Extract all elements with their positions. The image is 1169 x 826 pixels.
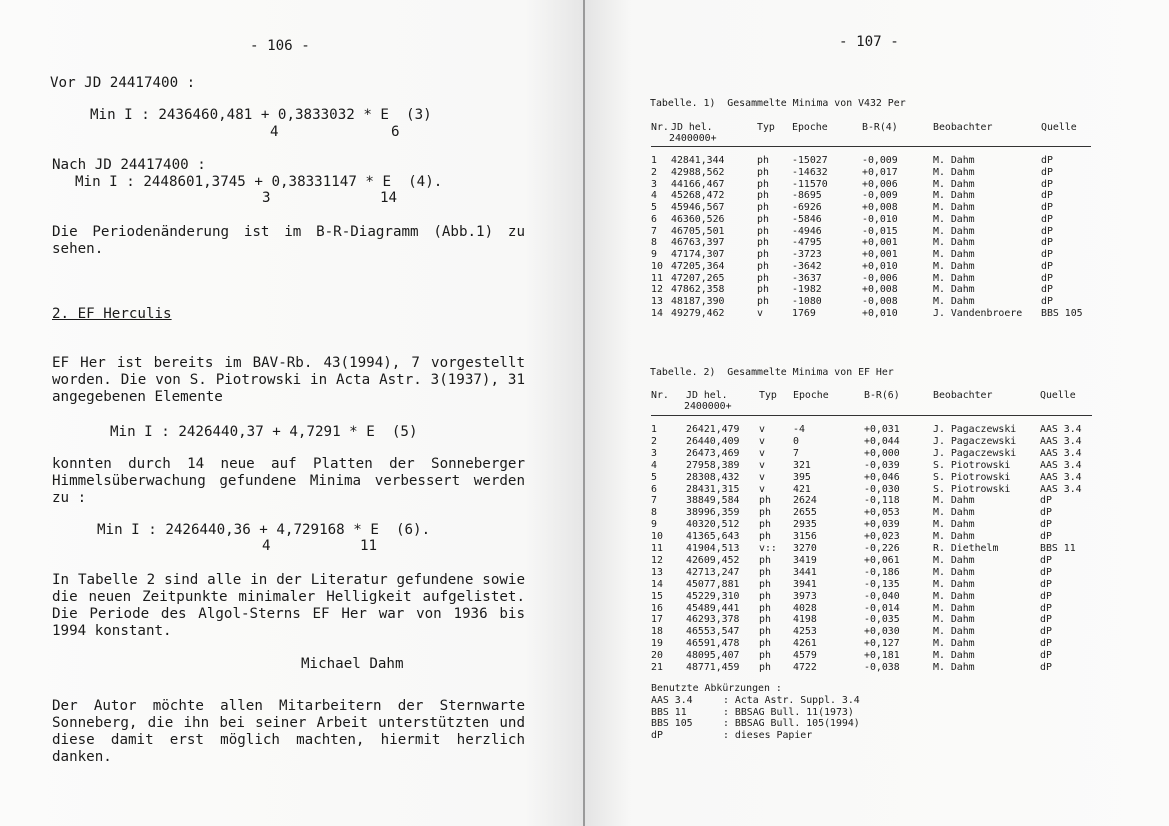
- cell-source: dP: [1041, 284, 1053, 296]
- cell-observer: M. Dahm: [933, 554, 975, 566]
- header-br: B-R(6): [864, 390, 900, 401]
- cell-source: AAS 3.4: [1040, 483, 1082, 495]
- cell-source: BBS 11: [1040, 543, 1076, 554]
- header-rule: [651, 146, 1091, 147]
- intro-before: Vor JD 24417400 :: [50, 75, 196, 91]
- cell-nr: 5: [651, 471, 657, 483]
- cell-jd: 47207,265: [671, 272, 725, 284]
- cell-typ: ph: [757, 272, 769, 284]
- cell-nr: 19: [651, 638, 663, 650]
- cell-source: dP: [1040, 554, 1052, 566]
- cell-epoch: -4946: [792, 225, 822, 237]
- cell-epoch: -3642: [792, 260, 822, 272]
- cell-nr: 4: [651, 190, 657, 202]
- cell-nr: 11: [651, 543, 663, 554]
- cell-jd: 45077,881: [686, 578, 740, 590]
- cell-observer: J. Pagaczewski: [933, 447, 1017, 459]
- cell-br: -0,118: [864, 495, 900, 507]
- cell-source: dP: [1041, 155, 1053, 166]
- cell-source: dP: [1040, 531, 1052, 543]
- cell-br: +0,039: [864, 519, 900, 531]
- cell-epoch: 3156: [793, 531, 817, 543]
- cell-epoch: -1080: [792, 296, 822, 307]
- cell-br: -0,014: [864, 602, 900, 614]
- page-number: - 106 -: [250, 38, 310, 54]
- header-source: Quelle: [1040, 390, 1076, 401]
- cell-source: AAS 3.4: [1040, 435, 1082, 447]
- cell-observer: M. Dahm: [933, 213, 975, 225]
- cell-observer: M. Dahm: [933, 662, 975, 673]
- abbreviations-title: Benutzte Abkürzungen :: [651, 683, 782, 694]
- cell-source: dP: [1040, 519, 1052, 531]
- cell-source: dP: [1040, 638, 1052, 650]
- cell-nr: 13: [651, 566, 663, 578]
- cell-br: -0,135: [864, 578, 900, 590]
- cell-br: +0,046: [864, 471, 900, 483]
- cell-jd: 45229,310: [686, 590, 740, 602]
- intro-after: Nach JD 24417400 :: [52, 157, 206, 173]
- cell-br: -0,009: [862, 155, 898, 166]
- cell-br: -0,186: [864, 566, 900, 578]
- formula-3-error-a: 4: [270, 124, 279, 140]
- cell-observer: M. Dahm: [933, 507, 975, 519]
- cell-typ: v: [759, 471, 765, 483]
- cell-epoch: 7: [793, 447, 799, 459]
- cell-observer: J. Vandenbroere: [933, 307, 1023, 319]
- cell-typ: v: [759, 483, 765, 495]
- cell-nr: 5: [651, 202, 657, 213]
- cell-epoch: -1982: [792, 284, 822, 296]
- header-nr: Nr.: [651, 390, 669, 401]
- formula-4-error-b: 14: [380, 190, 398, 206]
- cell-jd: 46591,478: [686, 638, 740, 650]
- cell-typ: ph: [759, 590, 771, 602]
- cell-epoch: 4028: [793, 602, 817, 614]
- cell-source: dP: [1041, 249, 1053, 260]
- cell-source: AAS 3.4: [1040, 447, 1082, 459]
- header-source: Quelle: [1041, 122, 1077, 133]
- cell-observer: M. Dahm: [933, 260, 975, 272]
- cell-nr: 1: [651, 155, 657, 166]
- cell-br: -0,015: [862, 225, 898, 237]
- cell-jd: 47174,307: [671, 249, 725, 260]
- cell-jd: 46360,526: [671, 213, 725, 225]
- cell-source: dP: [1041, 260, 1053, 272]
- cell-br: +0,000: [864, 447, 900, 459]
- cell-jd: 49279,462: [671, 307, 725, 319]
- cell-observer: M. Dahm: [933, 531, 975, 543]
- cell-jd: 41904,513: [686, 543, 740, 554]
- cell-jd: 48771,459: [686, 662, 740, 673]
- cell-jd: 46763,397: [671, 237, 725, 249]
- paragraph-period-change: Die Periodenänderung ist im B-R-Diagramm (Abb.1) zu sehen.: [52, 224, 525, 257]
- cell-typ: ph: [757, 260, 769, 272]
- author: Michael Dahm: [301, 656, 404, 672]
- cell-epoch: 4253: [793, 626, 817, 638]
- cell-epoch: 2624: [793, 495, 817, 507]
- cell-source: dP: [1040, 578, 1052, 590]
- cell-jd: 42841,344: [671, 155, 725, 166]
- cell-jd: 46553,547: [686, 626, 740, 638]
- cell-nr: 8: [651, 237, 657, 249]
- cell-br: +0,030: [864, 626, 900, 638]
- cell-source: dP: [1040, 650, 1052, 662]
- cell-nr: 17: [651, 614, 663, 626]
- cell-br: +0,044: [864, 435, 900, 447]
- cell-br: +0,001: [862, 249, 898, 260]
- cell-observer: M. Dahm: [933, 638, 975, 650]
- cell-epoch: 1769: [792, 307, 816, 319]
- cell-br: -0,040: [864, 590, 900, 602]
- formula-5: Min I : 2426440,37 + 4,7291 * E (5): [110, 424, 418, 440]
- formula-6-error-b: 11: [360, 538, 378, 554]
- cell-epoch: 421: [793, 483, 811, 495]
- cell-typ: ph: [757, 237, 769, 249]
- cell-jd: 45268,472: [671, 190, 725, 202]
- cell-jd: 46293,378: [686, 614, 740, 626]
- cell-br: +0,127: [864, 638, 900, 650]
- cell-nr: 6: [651, 483, 657, 495]
- cell-jd: 38996,359: [686, 507, 740, 519]
- formula-4-error-a: 3: [262, 190, 271, 206]
- cell-typ: ph: [757, 202, 769, 213]
- cell-observer: M. Dahm: [933, 190, 975, 202]
- cell-typ: ph: [757, 225, 769, 237]
- cell-br: -0,030: [864, 483, 900, 495]
- cell-epoch: -4: [793, 424, 805, 435]
- cell-jd: 46705,501: [671, 225, 725, 237]
- cell-br: -0,006: [862, 272, 898, 284]
- cell-jd: 42713,247: [686, 566, 740, 578]
- cell-typ: v: [759, 424, 765, 435]
- cell-nr: 6: [651, 213, 657, 225]
- cell-epoch: 2935: [793, 519, 817, 531]
- cell-jd: 27958,389: [686, 459, 740, 471]
- cell-jd: 41365,643: [686, 531, 740, 543]
- cell-br: +0,008: [862, 284, 898, 296]
- cell-epoch: 3270: [793, 543, 817, 554]
- cell-source: dP: [1040, 590, 1052, 602]
- cell-nr: 1: [651, 424, 657, 435]
- cell-nr: 11: [651, 272, 663, 284]
- header-jd-offset: 2400000+: [684, 401, 732, 412]
- cell-source: dP: [1040, 566, 1052, 578]
- cell-br: +0,008: [862, 202, 898, 213]
- header-jd-offset: 2400000+: [669, 133, 717, 144]
- cell-source: dP: [1041, 190, 1053, 202]
- cell-nr: 15: [651, 590, 663, 602]
- cell-jd: 42988,562: [671, 166, 725, 178]
- cell-epoch: 4198: [793, 614, 817, 626]
- cell-nr: 12: [651, 284, 663, 296]
- cell-nr: 3: [651, 447, 657, 459]
- cell-jd: 45946,567: [671, 202, 725, 213]
- paragraph-table-2: In Tabelle 2 sind alle in der Literatur gefundene sowie die neuen Zeitpunkte minimaler Helligkeit aufgelistet. Die Periode des Algol-Sterns EF Her war von 1936 bis 1994 konstant.: [52, 572, 525, 639]
- cell-jd: 28308,432: [686, 471, 740, 483]
- cell-epoch: 2655: [793, 507, 817, 519]
- cell-br: -0,038: [864, 662, 900, 673]
- cell-typ: ph: [759, 554, 771, 566]
- header-nr: Nr.: [651, 122, 669, 133]
- cell-typ: ph: [759, 578, 771, 590]
- cell-typ: v::: [759, 543, 777, 554]
- cell-jd: 26440,409: [686, 435, 740, 447]
- cell-br: -0,035: [864, 614, 900, 626]
- cell-typ: ph: [757, 155, 769, 166]
- header-epoch: Epoche: [792, 122, 828, 133]
- cell-source: dP: [1041, 213, 1053, 225]
- cell-br: +0,010: [862, 307, 898, 319]
- header-jd: JD hel.: [671, 122, 713, 133]
- paragraph-improved: konnten durch 14 neue auf Platten der Sonneberger Himmelsüberwachung gefundene Minima verbessert werden zu :: [52, 456, 525, 506]
- cell-source: dP: [1041, 225, 1053, 237]
- cell-br: -0,008: [862, 296, 898, 307]
- cell-nr: 14: [651, 578, 663, 590]
- cell-source: dP: [1040, 614, 1052, 626]
- cell-source: dP: [1040, 626, 1052, 638]
- cell-epoch: -14632: [792, 166, 828, 178]
- cell-observer: M. Dahm: [933, 590, 975, 602]
- paragraph-acknowledgement: Der Autor möchte allen Mitarbeitern der Sternwarte Sonneberg, die ihn bei seiner Arbeit unterstützten und diese damit erst möglich machten, hiermit herzlich danken.: [52, 698, 525, 765]
- cell-typ: ph: [759, 566, 771, 578]
- cell-jd: 48187,390: [671, 296, 725, 307]
- cell-br: -0,226: [864, 543, 900, 554]
- cell-br: +0,017: [862, 166, 898, 178]
- cell-source: dP: [1040, 602, 1052, 614]
- cell-br: +0,023: [864, 531, 900, 543]
- cell-jd: 44166,467: [671, 178, 725, 190]
- cell-epoch: 3441: [793, 566, 817, 578]
- cell-typ: ph: [759, 507, 771, 519]
- cell-observer: M. Dahm: [933, 650, 975, 662]
- cell-observer: S. Piotrowski: [933, 459, 1011, 471]
- cell-source: dP: [1041, 202, 1053, 213]
- formula-6: Min I : 2426440,36 + 4,729168 * E (6).: [97, 522, 431, 538]
- cell-nr: 9: [651, 249, 657, 260]
- abbreviation-value: : Acta Astr. Suppl. 3.4: [723, 695, 860, 706]
- cell-epoch: -6926: [792, 202, 822, 213]
- cell-observer: J. Pagaczewski: [933, 424, 1017, 435]
- abbreviation-key: AAS 3.4: [651, 695, 693, 706]
- cell-nr: 8: [651, 507, 657, 519]
- cell-observer: R. Diethelm: [933, 543, 999, 554]
- cell-br: +0,053: [864, 507, 900, 519]
- cell-epoch: 3419: [793, 554, 817, 566]
- cell-nr: 18: [651, 626, 663, 638]
- cell-typ: v: [759, 459, 765, 471]
- cell-nr: 21: [651, 662, 663, 673]
- cell-epoch: -15027: [792, 155, 828, 166]
- table-1-caption: Tabelle. 1) Gesammelte Minima von V432 Per: [650, 98, 906, 109]
- abbreviation-key: BBS 105: [651, 718, 693, 730]
- cell-observer: M. Dahm: [933, 166, 975, 178]
- page-number: - 107 -: [839, 34, 899, 50]
- formula-3: Min I : 2436460,481 + 0,3833032 * E (3): [90, 107, 432, 123]
- cell-br: +0,031: [864, 424, 900, 435]
- cell-typ: ph: [759, 650, 771, 662]
- formula-3-error-b: 6: [391, 124, 400, 140]
- cell-epoch: 4579: [793, 650, 817, 662]
- formula-6-error-a: 4: [262, 538, 271, 554]
- cell-epoch: -11570: [792, 178, 828, 190]
- cell-jd: 42609,452: [686, 554, 740, 566]
- cell-epoch: 3973: [793, 590, 817, 602]
- abbreviation-key: dP: [651, 729, 663, 741]
- header-typ: Typ: [757, 122, 775, 133]
- cell-observer: M. Dahm: [933, 296, 975, 307]
- cell-typ: ph: [759, 626, 771, 638]
- cell-observer: M. Dahm: [933, 626, 975, 638]
- cell-observer: J. Pagaczewski: [933, 435, 1017, 447]
- cell-epoch: 4261: [793, 638, 817, 650]
- header-observer: Beobachter: [933, 122, 993, 133]
- cell-jd: 26421,479: [686, 424, 740, 435]
- abbreviation-value: : BBSAG Bull. 11(1973): [723, 706, 854, 718]
- cell-typ: ph: [757, 166, 769, 178]
- cell-source: dP: [1040, 662, 1052, 673]
- cell-source: dP: [1041, 178, 1053, 190]
- cell-observer: M. Dahm: [933, 202, 975, 213]
- cell-br: +0,061: [864, 554, 900, 566]
- cell-typ: ph: [757, 213, 769, 225]
- cell-jd: 26473,469: [686, 447, 740, 459]
- cell-observer: M. Dahm: [933, 178, 975, 190]
- cell-observer: S. Piotrowski: [933, 471, 1011, 483]
- paragraph-ef-her-intro: EF Her ist bereits im BAV-Rb. 43(1994), 7 vorgestellt worden. Die von S. Piotrowski in Acta Astr. 3(1937), 31 angegebenen Elemente: [52, 355, 525, 405]
- cell-source: AAS 3.4: [1040, 459, 1082, 471]
- cell-nr: 3: [651, 178, 657, 190]
- cell-jd: 45489,441: [686, 602, 740, 614]
- cell-source: dP: [1040, 495, 1052, 507]
- cell-source: dP: [1040, 507, 1052, 519]
- cell-nr: 10: [651, 531, 663, 543]
- cell-epoch: 395: [793, 471, 811, 483]
- cell-typ: ph: [759, 531, 771, 543]
- cell-observer: M. Dahm: [933, 284, 975, 296]
- cell-jd: 48095,407: [686, 650, 740, 662]
- cell-epoch: -3637: [792, 272, 822, 284]
- cell-jd: 28431,315: [686, 483, 740, 495]
- cell-jd: 40320,512: [686, 519, 740, 531]
- cell-epoch: 3941: [793, 578, 817, 590]
- cell-epoch: -4795: [792, 237, 822, 249]
- cell-epoch: -8695: [792, 190, 822, 202]
- cell-source: AAS 3.4: [1040, 471, 1082, 483]
- cell-br: +0,001: [862, 237, 898, 249]
- cell-nr: 12: [651, 554, 663, 566]
- cell-nr: 13: [651, 296, 663, 307]
- cell-source: dP: [1041, 237, 1053, 249]
- cell-br: +0,010: [862, 260, 898, 272]
- cell-typ: ph: [757, 296, 769, 307]
- cell-nr: 7: [651, 495, 657, 507]
- header-rule: [651, 415, 1092, 416]
- cell-typ: v: [757, 307, 763, 319]
- header-observer: Beobachter: [933, 390, 993, 401]
- cell-epoch: 321: [793, 459, 811, 471]
- cell-typ: ph: [759, 662, 771, 673]
- cell-br: -0,010: [862, 213, 898, 225]
- cell-observer: M. Dahm: [933, 614, 975, 626]
- cell-observer: M. Dahm: [933, 566, 975, 578]
- cell-observer: S. Piotrowski: [933, 483, 1011, 495]
- right-page: [585, 0, 1169, 826]
- cell-jd: 47205,364: [671, 260, 725, 272]
- cell-observer: M. Dahm: [933, 519, 975, 531]
- cell-typ: ph: [757, 178, 769, 190]
- formula-4: Min I : 2448601,3745 + 0,38331147 * E (4).: [75, 174, 443, 190]
- cell-br: -0,009: [862, 190, 898, 202]
- cell-nr: 7: [651, 225, 657, 237]
- cell-epoch: -3723: [792, 249, 822, 260]
- cell-observer: M. Dahm: [933, 495, 975, 507]
- header-typ: Typ: [759, 390, 777, 401]
- abbreviation-value: : BBSAG Bull. 105(1994): [723, 718, 860, 730]
- section-heading: 2. EF Herculis: [52, 306, 172, 322]
- cell-observer: M. Dahm: [933, 155, 975, 166]
- cell-nr: 16: [651, 602, 663, 614]
- abbreviation-key: BBS 11: [651, 706, 687, 718]
- cell-typ: v: [759, 447, 765, 459]
- cell-observer: M. Dahm: [933, 225, 975, 237]
- cell-typ: ph: [759, 495, 771, 507]
- cell-observer: M. Dahm: [933, 272, 975, 284]
- cell-br: +0,181: [864, 650, 900, 662]
- cell-nr: 10: [651, 260, 663, 272]
- header-jd: JD hel.: [686, 390, 728, 401]
- table-2-caption: Tabelle. 2) Gesammelte Minima von EF Her: [650, 367, 894, 378]
- cell-epoch: -5846: [792, 213, 822, 225]
- header-br: B-R(4): [862, 122, 898, 133]
- cell-typ: ph: [759, 614, 771, 626]
- cell-br: +0,006: [862, 178, 898, 190]
- cell-typ: ph: [759, 638, 771, 650]
- cell-epoch: 0: [793, 435, 799, 447]
- cell-jd: 38849,584: [686, 495, 740, 507]
- cell-observer: M. Dahm: [933, 249, 975, 260]
- cell-source: dP: [1041, 272, 1053, 284]
- cell-source: BBS 105: [1041, 307, 1083, 319]
- cell-nr: 2: [651, 166, 657, 178]
- cell-typ: v: [759, 435, 765, 447]
- cell-nr: 4: [651, 459, 657, 471]
- cell-nr: 9: [651, 519, 657, 531]
- cell-source: dP: [1041, 166, 1053, 178]
- cell-typ: ph: [759, 602, 771, 614]
- cell-epoch: 4722: [793, 662, 817, 673]
- abbreviation-value: : dieses Papier: [723, 729, 813, 741]
- cell-observer: M. Dahm: [933, 237, 975, 249]
- cell-br: -0,039: [864, 459, 900, 471]
- cell-observer: M. Dahm: [933, 578, 975, 590]
- cell-nr: 14: [651, 307, 663, 319]
- cell-typ: ph: [759, 519, 771, 531]
- cell-observer: M. Dahm: [933, 602, 975, 614]
- cell-nr: 2: [651, 435, 657, 447]
- cell-nr: 20: [651, 650, 663, 662]
- cell-typ: ph: [757, 284, 769, 296]
- left-page: [0, 0, 583, 826]
- cell-jd: 47862,358: [671, 284, 725, 296]
- cell-source: AAS 3.4: [1040, 424, 1082, 435]
- cell-source: dP: [1041, 296, 1053, 307]
- cell-typ: ph: [757, 249, 769, 260]
- header-epoch: Epoche: [793, 390, 829, 401]
- cell-typ: ph: [757, 190, 769, 202]
